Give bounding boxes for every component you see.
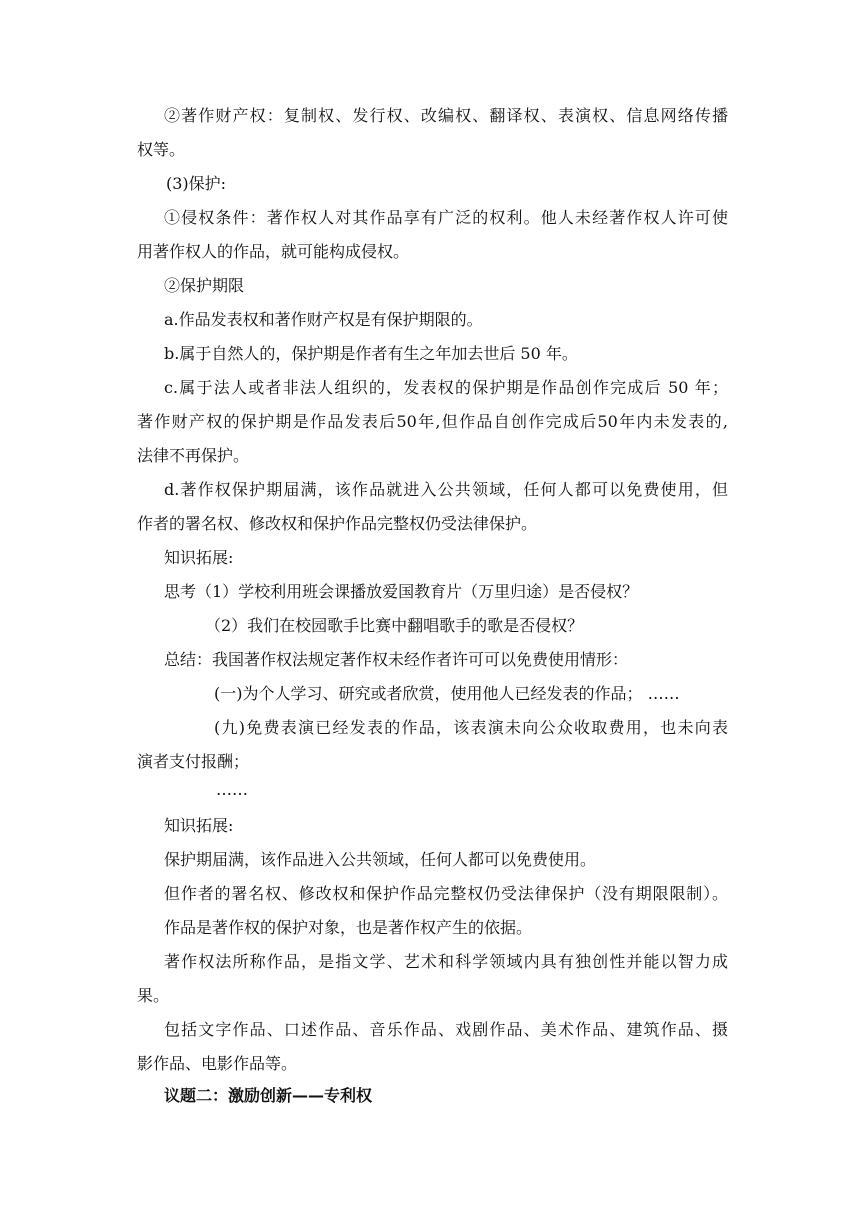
list-item: (九)免费表演已经发表的作品，该表演未向公众收取费用，也未向表 xyxy=(214,718,728,737)
section-heading: (3)保护: xyxy=(166,174,227,193)
paragraph-line: 法律不再保护。 xyxy=(137,446,250,465)
paragraph-line: 作者的署名权、修改权和保护作品完整权仍受法律保护。 xyxy=(137,514,538,533)
paragraph-line: 但作者的署名权、修改权和保护作品完整权仍受法律保护（没有期限限制）。 xyxy=(164,884,728,903)
paragraph-line: d.著作权保护期届满，该作品就进入公共领域，任何人都可以免费使用，但 xyxy=(164,480,728,499)
paragraph-line: c.属于法人或者非法人组织的，发表权的保护期是作品创作完成后 50 年； xyxy=(164,378,728,397)
paragraph-line: ②著作财产权：复制权、发行权、改编权、翻译权、表演权、信息网络传播 xyxy=(164,106,728,125)
paragraph-line: 演者支付报酬； xyxy=(137,752,250,771)
paragraph-line: 著作权法所称作品，是指文学、艺术和科学领域内具有独创性并能以智力成 xyxy=(164,952,728,971)
paragraph-line: b.属于自然人的，保护期是作者有生之年加去世后 50 年。 xyxy=(164,344,578,363)
ellipsis: …… xyxy=(216,780,248,799)
paragraph-line: 权等。 xyxy=(137,140,186,159)
paragraph-line: a.作品发表权和著作财产权是有保护期限的。 xyxy=(164,310,483,329)
section-label: 知识拓展: xyxy=(164,548,234,567)
paragraph-line: ②保护期限 xyxy=(164,276,245,295)
paragraph-line: 思考（1）学校利用班会课播放爱国教育片（万里归途）是否侵权？ xyxy=(164,582,639,601)
paragraph-line: 用著作权人的作品，就可能构成侵权。 xyxy=(137,242,410,261)
paragraph-line: 包括文字作品、口述作品、音乐作品、戏剧作品、美术作品、建筑作品、摄 xyxy=(164,1020,728,1039)
topic-heading: 议题二：激励创新——专利权 xyxy=(164,1086,373,1105)
paragraph-line: 影作品、电影作品等。 xyxy=(137,1054,298,1073)
paragraph-line: ①侵权条件：著作权人对其作品享有广泛的权利。他人未经著作权人许可使 xyxy=(164,208,728,227)
paragraph-line: （2）我们在校园歌手比赛中翻唱歌手的歌是否侵权？ xyxy=(205,616,584,635)
list-item: (一)为个人学习、研究或者欣赏，使用他人已经发表的作品； …… xyxy=(214,684,680,703)
paragraph-line: 总结：我国著作权法规定著作权未经作者许可可以免费使用情形： xyxy=(164,650,629,669)
section-label: 知识拓展: xyxy=(164,816,234,835)
paragraph-line: 保护期届满，该作品进入公共领域，任何人都可以免费使用。 xyxy=(164,850,597,869)
paragraph-line: 果。 xyxy=(137,986,170,1005)
paragraph-line: 著作财产权的保护期是作品发表后50年,但作品自创作完成后50年内未发表的, xyxy=(137,412,728,431)
paragraph-line: 作品是著作权的保护对象，也是著作权产生的依据。 xyxy=(164,918,533,937)
